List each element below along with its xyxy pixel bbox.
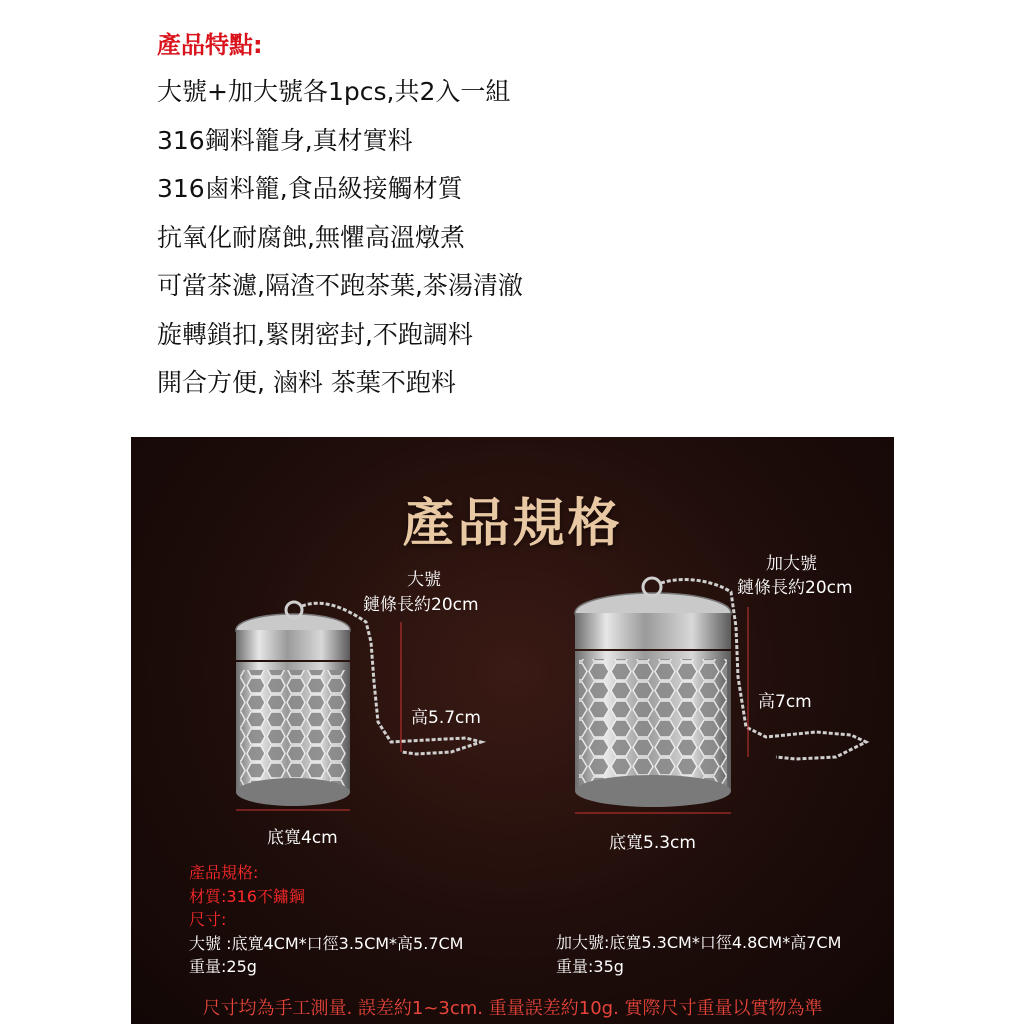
spec-size-label: 尺寸: [189, 910, 227, 929]
feature-line: 316鋼料籠身,真材實料 [157, 125, 413, 155]
spec-large-size: 大號 :底寬4CM*口徑3.5CM*高5.7CM [189, 933, 464, 953]
spec-block-right [556, 931, 841, 978]
feature-line: 可當茶濾,隔渣不跑茶葉,茶湯清澈 [157, 271, 523, 300]
large-name-label: 大號 [407, 570, 441, 590]
xlarge-infuser-image [566, 567, 886, 817]
spec-panel-title: 產品規格 [402, 494, 623, 554]
large-chain-label: 鏈條長約20cm [363, 595, 479, 615]
feature-line: 旋轉鎖扣,緊閉密封,不跑調料 [157, 319, 473, 349]
xlarge-chain-label: 鏈條長約20cm [737, 578, 853, 598]
feature-line: 開合方便, 滷料 茶葉不跑料 [157, 368, 456, 397]
xlarge-name-label: 加大號 [766, 554, 817, 574]
large-height-label: 高5.7cm [411, 708, 481, 728]
measurement-note: 尺寸均為手工測量. 誤差約1~3cm. 重量誤差約10g. 實際尺寸重量以實物為準 [202, 998, 823, 1019]
xlarge-height-label: 高7cm [758, 692, 812, 712]
large-width-label: 底寬4cm [267, 828, 338, 848]
feature-line: 316鹵料籠,食品級接觸材質 [157, 174, 463, 203]
spec-xlarge-size: 加大號:底寬5.3CM*口徑4.8CM*高7CM [556, 933, 842, 952]
spec-panel [131, 437, 894, 1024]
spec-material: 材質:316不鏽鋼 [189, 886, 305, 906]
features-section [157, 22, 523, 408]
features-title: 產品特點: [157, 31, 263, 59]
feature-line: 抗氧化耐腐蝕,無懼高溫燉煮 [157, 222, 465, 252]
spec-block-left [189, 861, 463, 979]
spec-heading: 產品規格: [189, 863, 259, 882]
large-infuser-image [226, 592, 506, 822]
xlarge-width-label: 底寬5.3cm [609, 833, 696, 853]
spec-large-weight: 重量:25g [189, 957, 257, 976]
feature-line: 大號+加大號各1pcs,共2入一組 [157, 77, 511, 106]
spec-xlarge-weight: 重量:35g [556, 956, 624, 976]
